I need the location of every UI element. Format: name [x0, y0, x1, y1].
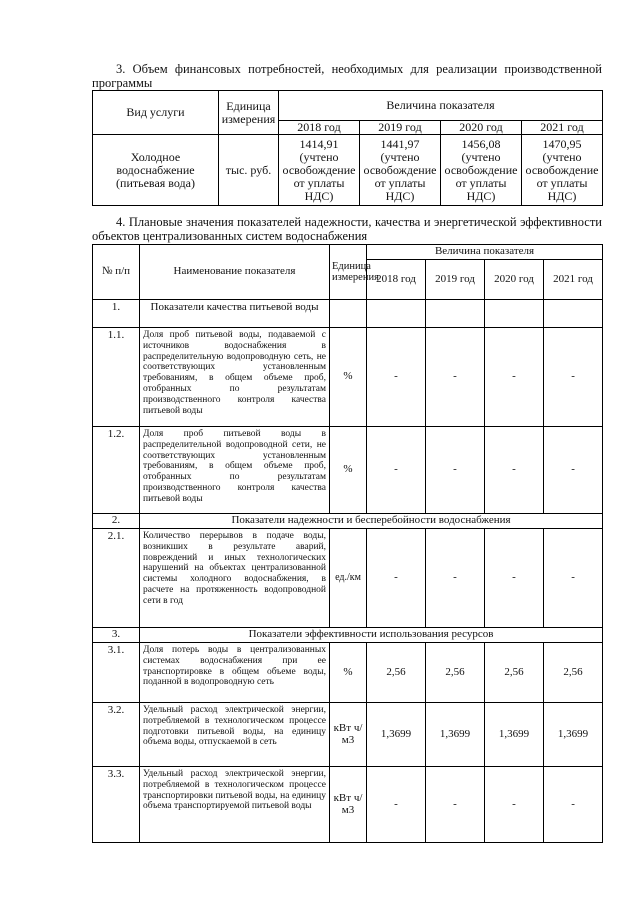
year-header: 2018 год — [367, 260, 426, 300]
value-cell: 1456,08 (учтено освобождение от уплаты НДС) — [441, 135, 522, 206]
indicator-name: Показатели качества питьевой воды — [140, 300, 330, 328]
unit-cell: % — [330, 643, 367, 703]
value-cell: 2,56 — [485, 643, 544, 703]
value-cell: - — [367, 328, 426, 427]
value-cell: 2,56 — [544, 643, 603, 703]
value-cell: - — [485, 328, 544, 427]
value-cell — [485, 300, 544, 328]
col-header-num: № п/п — [93, 245, 140, 300]
value-cell: 1414,91 (учтено освобождение от уплаты НДС) — [279, 135, 360, 206]
year-header: 2019 год — [426, 260, 485, 300]
unit-cell: кВт ч/м3 — [330, 767, 367, 843]
col-header-service: Вид услуги — [93, 91, 219, 135]
value-cell — [367, 300, 426, 328]
value-cell — [544, 300, 603, 328]
value-cell: 1,3699 — [485, 703, 544, 767]
value-cell: - — [485, 529, 544, 628]
indicator-name: Количество перерывов в подаче воды, возникших в результате аварий, повреждений и иных технологических нарушений на объектах централизованной системы холодного водоснабжения, в расчете на протяженность водопроводной сети в год — [140, 529, 330, 628]
value-cell: - — [426, 767, 485, 843]
year-header: 2021 год — [544, 260, 603, 300]
row-number: 1.2. — [93, 427, 140, 514]
value-cell: - — [426, 328, 485, 427]
col-header-value: Величина показателя — [367, 245, 603, 260]
value-cell: - — [426, 427, 485, 514]
year-header: 2018 год — [279, 121, 360, 135]
financial-needs-table — [92, 90, 603, 206]
indicator-name: Удельный расход электрической энергии, потребляемой в технологическом процессе транспортировки питьевой воды, на единицу объема транспортируемой питьевой воды — [140, 767, 330, 843]
section-3-heading: 3. Объем финансовых потребностей, необходимых для реализации производственной программы — [92, 62, 602, 90]
unit-cell: % — [330, 427, 367, 514]
value-cell: 1441,97 (учтено освобождение от уплаты НДС) — [360, 135, 441, 206]
service-cell: Холодное водоснабжение (питьевая вода) — [93, 135, 219, 206]
unit-cell: ед./км — [330, 529, 367, 628]
value-cell: - — [544, 529, 603, 628]
section-title-row: Показатели надежности и бесперебойности водоснабжения — [140, 514, 603, 529]
value-cell: 2,56 — [426, 643, 485, 703]
value-cell: - — [485, 427, 544, 514]
value-cell: 1,3699 — [426, 703, 485, 767]
col-header-unit: Единица измерения — [219, 91, 279, 135]
row-number: 3.3. — [93, 767, 140, 843]
year-header: 2020 год — [441, 121, 522, 135]
value-cell: - — [544, 427, 603, 514]
row-number: 3. — [93, 628, 140, 643]
row-number: 3.1. — [93, 643, 140, 703]
row-number: 3.2. — [93, 703, 140, 767]
year-header: 2019 год — [360, 121, 441, 135]
col-header-unit: Единица измерения — [330, 245, 367, 300]
value-cell: 1,3699 — [544, 703, 603, 767]
row-number: 1. — [93, 300, 140, 328]
unit-cell: % — [330, 328, 367, 427]
unit-cell: кВт ч/м3 — [330, 703, 367, 767]
value-cell: - — [367, 427, 426, 514]
indicator-name: Удельный расход электрической энергии, потребляемой в технологическом процессе подготовки питьевой воды, на единицу объема воды, отпускаемой в сеть — [140, 703, 330, 767]
col-header-name: Наименование показателя — [140, 245, 330, 300]
value-cell: 1470,95 (учтено освобождение от уплаты НДС) — [522, 135, 603, 206]
year-header: 2021 год — [522, 121, 603, 135]
row-number: 2.1. — [93, 529, 140, 628]
value-cell: - — [485, 767, 544, 843]
value-cell: 1,3699 — [367, 703, 426, 767]
value-cell: 2,56 — [367, 643, 426, 703]
year-header: 2020 год — [485, 260, 544, 300]
unit-cell: тыс. руб. — [219, 135, 279, 206]
col-header-value: Величина показателя — [279, 91, 603, 121]
value-cell: - — [426, 529, 485, 628]
section-title-row: Показатели эффективности использования ресурсов — [140, 628, 603, 643]
row-number: 2. — [93, 514, 140, 529]
value-cell: - — [367, 767, 426, 843]
indicators-table — [92, 244, 603, 843]
indicator-name: Доля потерь воды в централизованных системах водоснабжения при ее транспортировке в общем объеме воды, поданной в водопроводную сеть — [140, 643, 330, 703]
indicator-name: Доля проб питьевой воды в распределительной водопроводной сети, не соответствующих установленным требованиям, в общем объеме проб, отобранных по результатам производственного контроля качества питьевой воды — [140, 427, 330, 514]
value-cell — [426, 300, 485, 328]
value-cell: - — [367, 529, 426, 628]
section-4-heading: 4. Плановые значения показателей надежности, качества и энергетической эффективности объектов централизованных систем водоснабжения — [92, 215, 602, 243]
row-number: 1.1. — [93, 328, 140, 427]
value-cell: - — [544, 328, 603, 427]
unit-cell — [330, 300, 367, 328]
indicator-name: Доля проб питьевой воды, подаваемой с источников водоснабжения в распределительную водопроводную сеть, не соответствующих установленным требованиям, в общем объеме проб, отобранных по результатам производственного контроля качества питьевой воды — [140, 328, 330, 427]
value-cell: - — [544, 767, 603, 843]
